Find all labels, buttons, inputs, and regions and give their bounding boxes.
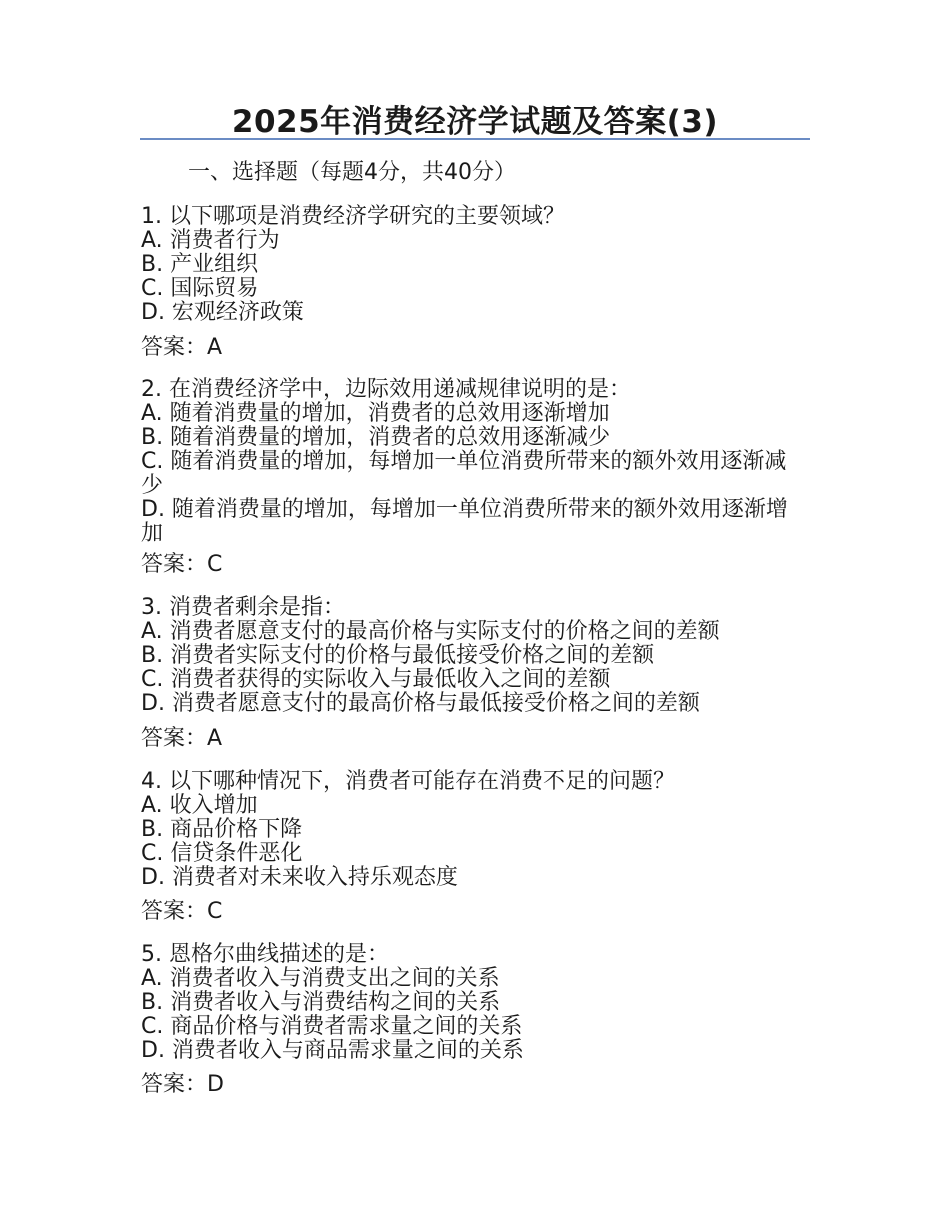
answer-2: 答案：C [141,552,223,577]
question-4 [141,770,811,890]
option-a: A. 随着消费量的增加，消费者的总效用逐渐增加 [141,401,610,426]
option-c: C. 国际贸易 [141,276,259,301]
page-title: 2025年消费经济学试题及答案(3) [231,104,719,140]
option-d: D. 随着消费量的增加，每增加一单位消费所带来的额外效用逐渐增加 [141,497,788,546]
answer-5: 答案：D [141,1072,224,1097]
question-stem: 1. 以下哪项是消费经济学研究的主要领域？ [141,204,565,229]
option-b: B. 商品价格下降 [141,817,303,842]
option-c: C. 消费者获得的实际收入与最低收入之间的差额 [141,667,611,692]
option-a: A. 收入增加 [141,793,258,818]
question-1 [141,205,811,325]
option-a: A. 消费者愿意支付的最高价格与实际支付的价格之间的差额 [141,619,720,644]
title-underline [140,138,810,140]
option-b: B. 产业组织 [141,252,259,277]
question-3 [141,596,811,716]
question-stem: 2. 在消费经济学中，边际效用递减规律说明的是： [141,377,631,402]
question-stem: 4. 以下哪种情况下，消费者可能存在消费不足的问题？ [141,769,675,794]
option-d: D. 消费者收入与商品需求量之间的关系 [141,1038,524,1063]
answer-4: 答案：C [141,899,223,924]
answer-1: 答案：A [141,335,223,360]
question-5 [141,943,811,1063]
option-b: B. 消费者实际支付的价格与最低接受价格之间的差额 [141,643,655,668]
question-stem: 5. 恩格尔曲线描述的是： [141,942,389,967]
option-b: B. 随着消费量的增加，消费者的总效用逐渐减少 [141,425,611,450]
question-2 [141,378,811,546]
option-c: C. 随着消费量的增加，每增加一单位消费所带来的额外效用逐渐减少 [141,449,787,498]
option-c: C. 商品价格与消费者需求量之间的关系 [141,1014,523,1039]
option-d: D. 消费者愿意支付的最高价格与最低接受价格之间的差额 [141,691,700,716]
option-c: C. 信贷条件恶化 [141,841,303,866]
option-d: D. 消费者对未来收入持乐观态度 [141,865,458,890]
option-a: A. 消费者收入与消费支出之间的关系 [141,966,500,991]
section-heading: 一、选择题（每题4分，共40分） [188,160,516,185]
answer-3: 答案：A [141,726,223,751]
option-a: A. 消费者行为 [141,228,280,253]
question-stem: 3. 消费者剩余是指： [141,595,345,620]
option-b: B. 消费者收入与消费结构之间的关系 [141,990,501,1015]
option-d: D. 宏观经济政策 [141,300,304,325]
